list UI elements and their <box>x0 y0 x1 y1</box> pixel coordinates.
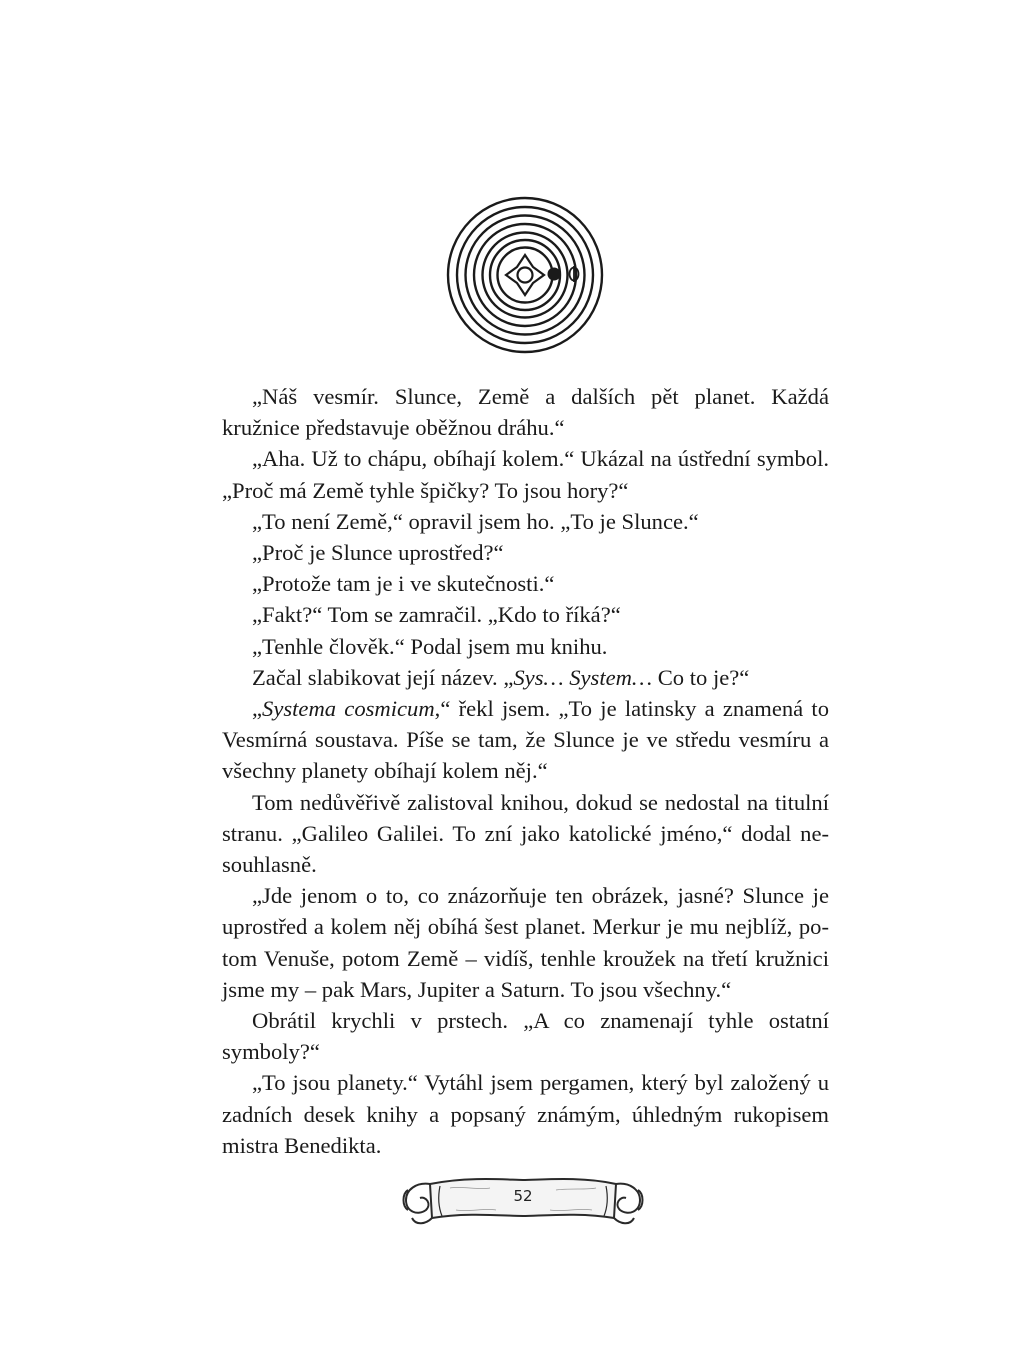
text-run: „Aha. Už to chápu, obíhají kolem.“ Ukázal na ústřední symbol. „Proč má Země tyhle špičky? To jsou hory?“ <box>222 446 829 503</box>
text-run: „Tenhle člověk.“ Podal jsem mu knihu. <box>252 633 608 659</box>
page-number: 52 <box>513 1187 533 1205</box>
paragraph <box>222 506 829 537</box>
paragraph <box>222 662 829 693</box>
text-run: „Fakt?“ Tom se zamračil. „Kdo to říká?“ <box>252 602 621 628</box>
paragraph <box>222 880 829 1005</box>
text-run: Začal slabikovat její název. „ <box>252 664 514 690</box>
text-run: Obrátil krychli v prstech. „A co znamenají tyhle ostatní symboly?“ <box>222 1008 829 1065</box>
italic-text: Systema cosmicum <box>262 696 435 722</box>
paragraph <box>222 443 829 505</box>
text-run: „Náš vesmír. Slunce, Země a dalších pět planet. Každá kružnice představuje oběžnou dráhu.“ <box>222 384 829 441</box>
body-text <box>222 381 829 1161</box>
paragraph <box>222 1067 829 1161</box>
text-run: „To jsou planety.“ Vytáhl jsem pergamen, který byl založený u zadních desek knihy a popsaný známým, úhledným rukopisem mistra Benedikta. <box>222 1070 829 1158</box>
text-run: „To není Země,“ opravil jsem ho. „To je Slunce.“ <box>252 508 699 534</box>
text-run: „Protože tam je i ve skutečnosti.“ <box>252 571 555 597</box>
paragraph <box>222 381 829 443</box>
text-run: „Jde jenom o to, co znázorňuje ten obrázek, jasné? Slunce je uprostřed a kolem něj obíhá šest planet. Merkur je mu nejblíž, potom Venuše, potom Země – vidíš, tenhle kroužek na třetí kružnici jsme my – pak Mars, Jupiter a Saturn. To jsou všechny.“ <box>222 883 829 1002</box>
paragraph <box>222 568 829 599</box>
paragraph <box>222 631 829 662</box>
solar-system-orbits-icon <box>446 196 604 354</box>
italic-text: Sys… System… <box>513 664 653 690</box>
text-run: Co to je?“ <box>652 664 750 690</box>
paragraph <box>222 599 829 630</box>
paragraph <box>222 537 829 568</box>
text-run: Tom nedůvěřivě zalistoval knihou, dokud se nedostal na titulní stranu. „Galileo Galilei. To zní jako katolické jméno,“ dodal nesouhlasně. <box>222 789 829 878</box>
text-run: „Proč je Slunce uprostřed?“ <box>252 540 504 566</box>
paragraph <box>222 787 829 881</box>
paragraph <box>222 693 829 787</box>
earth-dot <box>548 268 561 281</box>
text-run: „ <box>252 696 263 722</box>
page-footer <box>400 1168 646 1230</box>
paragraph <box>222 1005 829 1067</box>
sun-symbol <box>506 255 544 295</box>
text-run: ,“ řekl jsem. „To je latinsky a znamená to Vesmírná soustava. Píše se tam, že Slunce je ve středu vesmíru a všechny planety obíhají kolem něj.“ <box>222 696 829 784</box>
